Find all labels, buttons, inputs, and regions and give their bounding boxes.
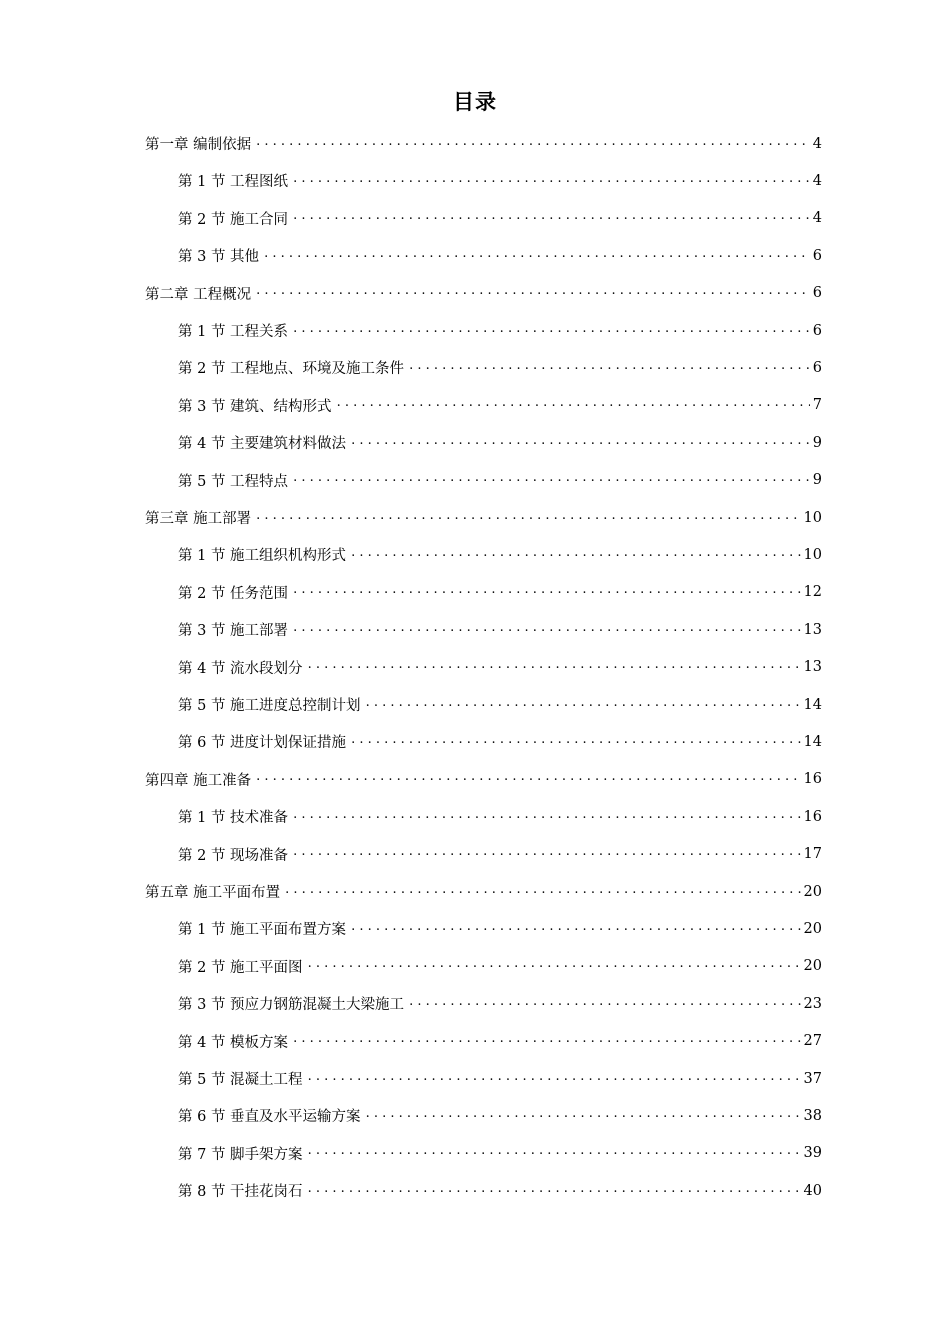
toc-section-entry[interactable] xyxy=(178,985,822,1022)
toc-page-number: 4 xyxy=(812,135,822,152)
toc-section-entry[interactable] xyxy=(178,237,822,274)
toc-page-number: 39 xyxy=(803,1145,822,1162)
toc-page-number: 16 xyxy=(803,771,822,788)
toc-section-entry[interactable] xyxy=(178,723,822,760)
toc-chapter-entry[interactable] xyxy=(145,125,822,162)
toc-entry-label: 第 5 节 混凝土工程 xyxy=(178,1072,303,1088)
toc-page-number: 9 xyxy=(812,472,822,489)
toc-entry-label: 第 1 节 施工平面布置方案 xyxy=(178,922,347,939)
toc-page-number: 38 xyxy=(803,1107,822,1124)
toc-page-number: 16 xyxy=(803,808,822,825)
toc-entry-label: 第 7 节 脚手架方案 xyxy=(178,1146,303,1163)
toc-entry-label: 第 5 节 施工进度总控制计划 xyxy=(178,698,361,714)
toc-dot-leader xyxy=(366,1108,801,1124)
toc-chapter-entry[interactable] xyxy=(145,761,822,798)
toc-section-entry[interactable] xyxy=(178,200,822,237)
toc-entry-label: 第 3 节 施工部署 xyxy=(178,623,289,640)
toc-entry-label: 第 1 节 技术准备 xyxy=(178,810,289,827)
toc-dot-leader xyxy=(285,884,800,900)
toc-section-entry[interactable] xyxy=(178,574,822,611)
toc-page-number: 14 xyxy=(803,696,822,713)
toc-page-number: 9 xyxy=(812,434,822,451)
toc-section-entry[interactable] xyxy=(178,1172,822,1209)
toc-section-entry[interactable] xyxy=(178,910,822,947)
toc-dot-leader xyxy=(293,1033,800,1049)
toc-dot-leader xyxy=(256,771,800,787)
toc-page-number: 4 xyxy=(812,210,822,227)
toc-entry-label: 第 3 节 其他 xyxy=(178,249,260,266)
toc-dot-leader xyxy=(351,921,800,937)
toc-section-entry[interactable] xyxy=(178,649,822,686)
toc-entry-label: 第 4 节 模板方案 xyxy=(178,1034,289,1051)
toc-entry-label: 第 6 节 进度计划保证措施 xyxy=(178,735,347,752)
toc-dot-leader xyxy=(409,996,800,1012)
toc-dot-leader xyxy=(351,547,800,563)
toc-section-entry[interactable] xyxy=(178,1135,822,1172)
toc-page-number: 20 xyxy=(803,920,822,937)
toc-entry-label: 第 1 节 施工组织机构形式 xyxy=(178,548,347,565)
toc-page-number: 6 xyxy=(812,247,822,264)
toc-dot-leader xyxy=(351,734,800,750)
toc-page-number: 4 xyxy=(812,172,822,189)
toc-entry-label: 第四章 施工准备 xyxy=(145,772,252,789)
toc-section-entry[interactable] xyxy=(178,387,822,424)
toc-dot-leader xyxy=(293,584,800,600)
toc-section-entry[interactable] xyxy=(178,162,822,199)
toc-entry-label: 第五章 施工平面布置 xyxy=(145,885,281,901)
toc-page-number: 10 xyxy=(803,546,822,563)
toc-entry-label: 第二章 工程概况 xyxy=(145,286,252,303)
toc-title: 目录 xyxy=(453,90,497,114)
toc-page-number: 6 xyxy=(812,285,822,302)
toc-page-number: 6 xyxy=(812,322,822,339)
toc-page-number: 27 xyxy=(803,1033,822,1050)
toc-page-number: 13 xyxy=(803,621,822,638)
toc-entry-label: 第 2 节 施工合同 xyxy=(178,211,289,228)
toc-chapter-entry[interactable] xyxy=(145,499,822,536)
toc-entry-label: 第 4 节 主要建筑材料做法 xyxy=(178,436,347,453)
toc-entry-label: 第 4 节 流水段划分 xyxy=(178,660,303,677)
toc-entry-label: 第 3 节 建筑、结构形式 xyxy=(178,398,332,415)
toc-page-number: 37 xyxy=(803,1070,822,1087)
toc-page-number: 17 xyxy=(803,846,822,863)
toc-section-entry[interactable] xyxy=(178,462,822,499)
toc-page-number: 7 xyxy=(812,397,822,414)
toc-dot-leader xyxy=(308,659,801,675)
toc-page-number: 13 xyxy=(803,659,822,676)
toc-section-entry[interactable] xyxy=(178,536,822,573)
toc-chapter-entry[interactable] xyxy=(145,275,822,312)
toc-page-number: 23 xyxy=(803,995,822,1012)
toc-entry-label: 第三章 施工部署 xyxy=(145,511,252,527)
toc-dot-leader xyxy=(293,472,810,488)
toc-section-entry[interactable] xyxy=(178,686,822,723)
toc-dot-leader xyxy=(366,697,801,713)
toc-page-number: 20 xyxy=(803,958,822,975)
toc-dot-leader xyxy=(293,210,810,226)
toc-dot-leader xyxy=(351,435,810,451)
toc-section-entry[interactable] xyxy=(178,798,822,835)
toc-entry-label: 第一章 编制依据 xyxy=(145,137,252,153)
toc-entry-label: 第 2 节 工程地点、环境及施工条件 xyxy=(178,361,405,378)
toc-dot-leader xyxy=(308,1145,801,1161)
toc-section-entry[interactable] xyxy=(178,424,822,461)
toc-entry-label: 第 6 节 垂直及水平运输方案 xyxy=(178,1109,361,1126)
toc-dot-leader xyxy=(409,360,810,376)
toc-section-entry[interactable] xyxy=(178,349,822,386)
toc-dot-leader xyxy=(293,809,800,825)
toc-section-entry[interactable] xyxy=(178,1097,822,1134)
toc-dot-leader xyxy=(337,397,810,413)
toc-entry-label: 第 2 节 施工平面图 xyxy=(178,959,303,976)
toc-page-number: 6 xyxy=(812,359,822,376)
toc-page-number: 12 xyxy=(803,584,822,601)
toc-chapter-entry[interactable] xyxy=(145,873,822,910)
toc-dot-leader xyxy=(308,1071,801,1087)
toc-entry-label: 第 1 节 工程关系 xyxy=(178,324,289,340)
toc-dot-leader xyxy=(308,958,801,974)
toc-dot-leader xyxy=(293,846,800,862)
toc-entry-label: 第 3 节 预应力钢筋混凝土大梁施工 xyxy=(178,997,405,1014)
toc-entry-label: 第 2 节 现场准备 xyxy=(178,847,289,864)
toc-entry-label: 第 2 节 任务范围 xyxy=(178,585,289,602)
toc-page-number: 40 xyxy=(803,1182,822,1199)
toc-entry-label: 第 1 节 工程图纸 xyxy=(178,174,289,191)
toc-section-entry[interactable] xyxy=(178,1023,822,1060)
toc-section-entry[interactable] xyxy=(178,836,822,873)
toc-entry-label: 第 5 节 工程特点 xyxy=(178,473,289,490)
toc-section-entry[interactable] xyxy=(178,312,822,349)
toc-section-entry[interactable] xyxy=(178,948,822,985)
toc-dot-leader xyxy=(293,173,810,189)
toc-section-entry[interactable] xyxy=(178,611,822,648)
toc-page-number: 20 xyxy=(803,883,822,900)
toc-dot-leader xyxy=(308,1183,801,1199)
toc-entry-label: 第 8 节 干挂花岗石 xyxy=(178,1184,303,1201)
toc-page-number: 10 xyxy=(803,509,822,526)
toc-dot-leader xyxy=(293,323,810,339)
toc-dot-leader xyxy=(256,136,810,152)
toc-dot-leader xyxy=(293,622,800,638)
toc-dot-leader xyxy=(264,248,810,264)
toc-section-entry[interactable] xyxy=(178,1060,822,1097)
toc-page-number: 14 xyxy=(803,733,822,750)
toc-dot-leader xyxy=(256,285,810,301)
toc-dot-leader xyxy=(256,510,800,526)
